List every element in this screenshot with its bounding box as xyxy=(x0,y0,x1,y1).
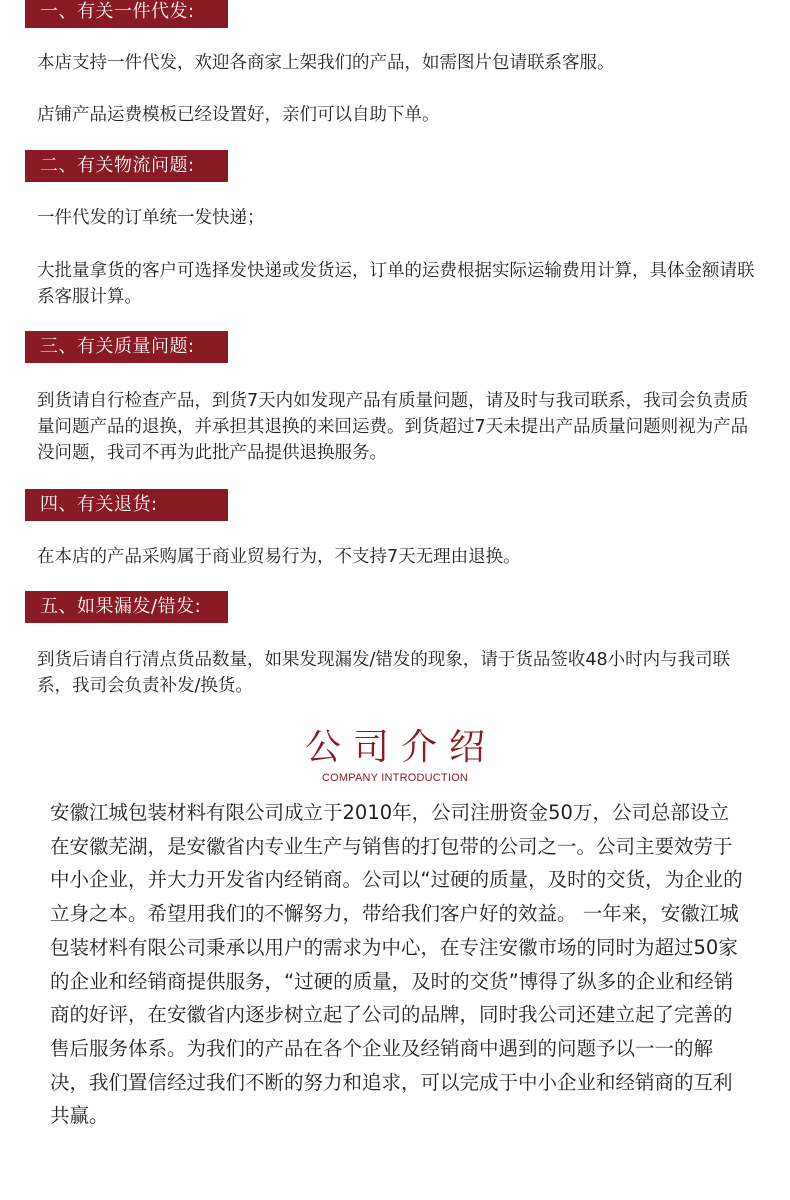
section-header-logistics: 二、有关物流问题: xyxy=(25,150,228,182)
returns-paragraph-1: 在本店的产品采购属于商业贸易行为，不支持7天无理由退换。 xyxy=(37,547,521,567)
drop-shipping-paragraph-2: 店铺产品运费模板已经设置好，亲们可以自助下单。 xyxy=(37,105,440,125)
company-intro-body: 安徽江城包装材料有限公司成立于2010年，公司注册资金50万，公司总部设立在安徽芜湖，是安徽省内专业生产与销售的打包带的公司之一。公司主要效劳于中小企业，并大力开发省内经销商。公司以“过硬的质量，及时的交货，为企业的立身之本。希望用我们的不懈努力，带给我们客户好的效益。 一年来，安徽江城包装材料有限公司秉承以用户的需求为中心，在专注安徽市场的同时为超过50家的企业和经销商提供服务，“过硬的质量，及时的交货”博得了纵多的企业和经销商的好评，在安徽省内逐步树立起了公司的品牌，同时我公司还建立起了完善的售后服务体系。为我们的产品在各个企业及经销商中遇到的问题予以一一的解决，我们置信经过我们不断的努力和追求，可以完成于中小企业和经销商的互利共赢。 xyxy=(50,801,743,1128)
company-intro-subtitle: COMPANY INTRODUCTION xyxy=(322,772,468,784)
logistics-paragraph-1: 一件代发的订单统一发快递； xyxy=(37,208,265,228)
section-header-drop-shipping: 一、有关一件代发: xyxy=(25,0,228,28)
quality-paragraph-1: 到货请自行检查产品，到货7天内如发现产品有质量问题，请及时与我司联系，我司会负责质量问题产品的退换，并承担其退换的来回运费。到货超过7天未提出产品质量问题则视为产品没问题，我司不再为此批产品提供退换服务。 xyxy=(37,391,749,463)
missing-wrong-paragraph-1: 到货后请自行清点货品数量，如果发现漏发/错发的现象，请于货品签收48小时内与我司联系，我司会负责补发/换货。 xyxy=(37,650,731,696)
section-header-returns: 四、有关退货: xyxy=(25,489,228,521)
drop-shipping-paragraph-1: 本店支持一件代发，欢迎各商家上架我们的产品，如需图片包请联系客服。 xyxy=(37,53,615,73)
logistics-paragraph-2: 大批量拿货的客户可选择发快递或发货运，订单的运费根据实际运输费用计算，具体金额请联系客服计算。 xyxy=(37,261,755,307)
section-header-quality: 三、有关质量问题: xyxy=(25,331,228,363)
section-header-missing-wrong: 五、如果漏发/错发: xyxy=(25,591,228,623)
company-intro-title: 公司介绍 xyxy=(304,727,497,768)
